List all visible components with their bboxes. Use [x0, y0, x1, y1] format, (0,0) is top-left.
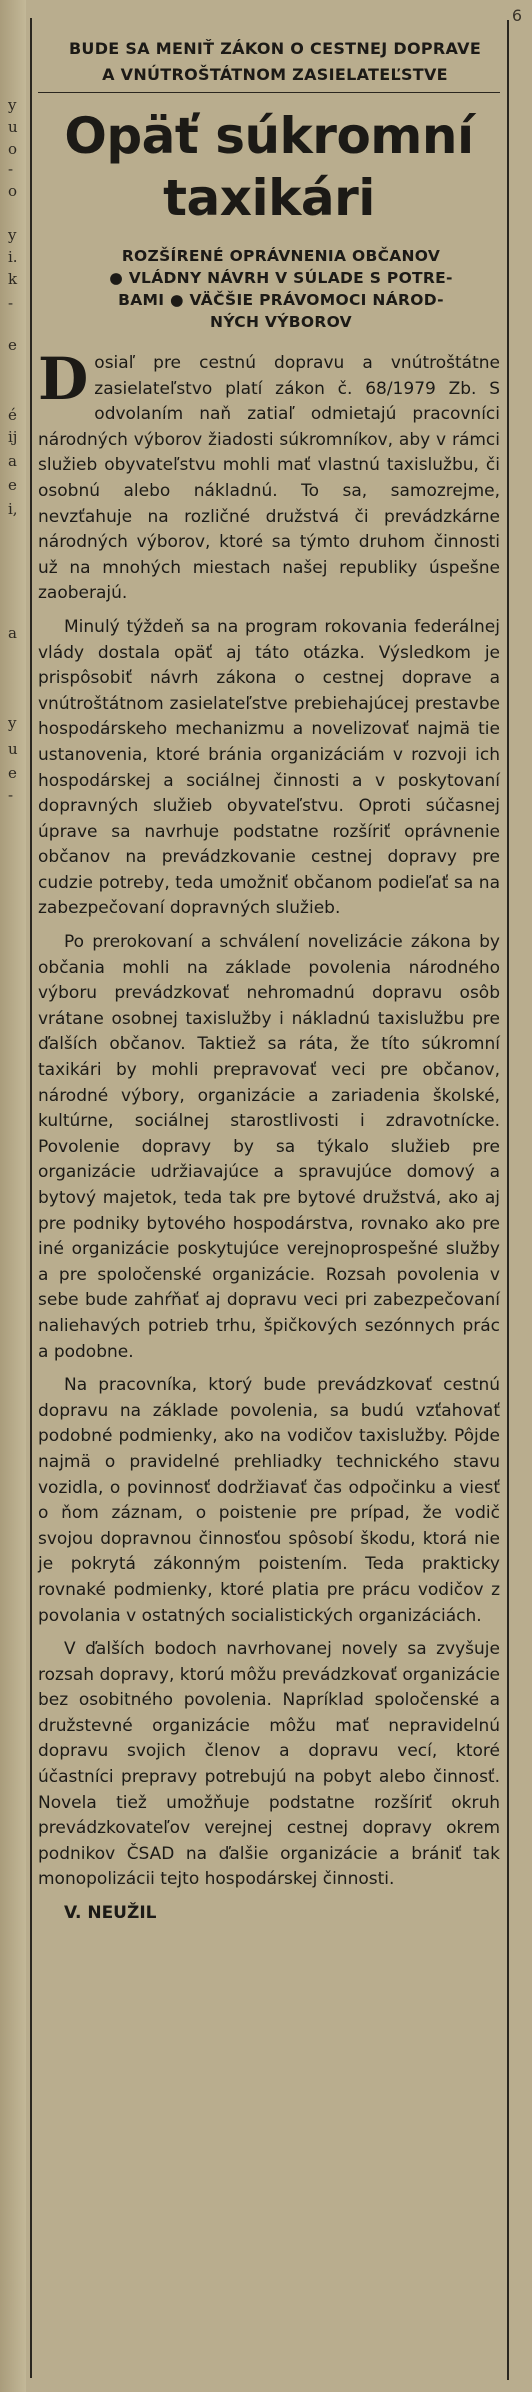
margin-letter: u — [8, 118, 18, 136]
paragraph-4: Na pracovníka, ktorý bude prevádzkovať cestnú dopravu na základe povolenia, sa budú vzťahovať podobné podmienky, ako na vodičov taxislužby. Pôjde najmä o pravidelné prehliadky technického stavu vozidla, o povinnosť dodržiavať čas odpočinku a viesť o ňom záznam, o poistenie pre prípad, že vodič svojou dopravnou činnosťou spôsobí škodu, ktorá nie je pokrytá zákonným poistením. Teda prakticky rovnaké podmienky, ktoré platia pre prácu vodičov z povolania v ostatných socialistických organizáciách. — [38, 1375, 500, 1626]
byline: V. NEUŽIL — [64, 1903, 157, 1924]
deck-line-2: ● VLÁDNY NÁVRH V SÚLADE S POTRE- — [109, 269, 453, 287]
article-body — [38, 345, 500, 1927]
paragraph-2: Minulý týždeň sa na program rokovania federálnej vlády dostala opäť aj táto otázka. Výsledkom je prispôsobiť návrh zákona o cestnej doprave a vnútroštátnom zasielateľstve prebiehajúcej prestavbe hospodárskeho mechanizmu a novelizovať najmä tie ustanovenia, ktoré bránia organizáciám v rozvoji ich hospodárskej a sociálnej činnosti a v poskytovaní dopravných služieb obyvateľstvu. Oproti súčasnej úprave sa navrhuje podstatne rozšíriť oprávnenie občanov na prevádzkovanie cestnej dopravy pre cudzie potreby, teda umožniť občanom podieľať sa na zabezpečovaní dopravných služieb. — [38, 616, 500, 919]
margin-letter: a — [8, 452, 17, 470]
headline-line-1: Opäť súkromní — [64, 107, 474, 165]
margin-letter: o — [8, 140, 18, 158]
deck-line-3: BAMI ● VÄČŠIE PRÁVOMOCI NÁROD- — [118, 291, 444, 309]
page-corner-mark: 6 — [511, 6, 522, 25]
headline — [38, 105, 500, 229]
margin-letter: - — [8, 294, 14, 312]
margin-letter: y — [8, 226, 17, 244]
margin-letter: a — [8, 624, 17, 642]
deck-line-4: NÝCH VÝBOROV — [210, 313, 352, 331]
adjacent-column-fragment — [0, 0, 26, 2392]
margin-letter: y — [8, 714, 17, 732]
margin-letter: e — [8, 476, 17, 494]
kicker-divider — [38, 92, 500, 93]
margin-letter: e — [8, 336, 17, 354]
deck — [62, 245, 500, 333]
margin-letter: ij — [8, 428, 18, 446]
paragraph-3: Po prerokovaní a schválení novelizácie zákona by občania mohli na základe povolenia národného výboru prevádzkovať nehromadnú dopravu osôb vrátane osobnej taxislužby i nákladnú taxislužbu pre ďalších občanov. Taktiež sa ráta, že títo súkromní taxikári by mohli prepravovať veci pre občanov, národné výbory, organizácie a zariadenia školské, kultúrne, sociálnej starostlivosti i zdravotnícke. Povolenie dopravy by sa týkalo služieb pre organizácie udržiavajúce a spravujúce domový a bytový majetok, teda tak pre bytové družstvá, ako aj pre podniky bytového hospodárstva, rovnako ako pre iné organizácie poskytujúce verejnoprospešné služby a pre spoločenské organizácie. Rozsah povolenia v sebe bude zahŕňať aj dopravu veci pri zabezpečovaní naliehavých potrieb trhu, špičkových sezónnych prác a podobne. — [38, 932, 500, 1362]
margin-letter: i, — [8, 500, 18, 518]
column-rule-right — [507, 20, 509, 2380]
article — [38, 36, 500, 1935]
drop-cap: D — [38, 345, 89, 413]
margin-letter: i. — [8, 248, 18, 266]
margin-letter: u — [8, 740, 18, 758]
margin-letter: é — [8, 406, 17, 424]
margin-letter: e — [8, 764, 17, 782]
kicker-line-2: A VNÚTROŠTÁTNOM ZASIELATEĽSTVE — [102, 65, 448, 84]
paragraph-5: V ďalších bodoch navrhovanej novely sa zvyšuje rozsah dopravy, ktorú môžu prevádzkovať organizácie bez osobitného povolenia. Napríklad spoločenské a družstevné organizácie môžu mať nepravidelnú dopravu svojich členov a dopravu vecí, ktoré účastníci prepravy potrebujú na pobyt alebo činnosť. Novela tiež umožňuje podstatne rozšíriť okruh prevádzkovateľov verejnej cestnej dopravy okrem podnikov ČSAD na ďalšie organizácie a brániť tak monopolizácii tejto hospodárskej činnosti. — [38, 1639, 500, 1890]
paragraph-1 — [38, 345, 500, 607]
kicker-line-1: BUDE SA MENIŤ ZÁKON O CESTNEJ DOPRAVE — [68, 39, 482, 58]
margin-letter: y — [8, 96, 17, 114]
margin-letter: - — [8, 786, 14, 804]
margin-letter: - — [8, 160, 14, 178]
headline-line-2: taxikári — [163, 169, 375, 227]
margin-letter: k — [8, 270, 18, 288]
margin-letter: o — [8, 182, 18, 200]
deck-line-1: ROZŠÍRENÉ OPRÁVNENIA OBČANOV — [121, 247, 441, 265]
paragraph-1-text: osiaľ pre cestnú dopravu a vnútroštátne zasielateľstvo platí zákon č. 68/1979 Zb. S odvolaním naň zatiaľ odmietajú pracovníci národných výborov žiadosti súkromníkov, aby v rámci služieb obyvateľstvu mohli mať vlastnú taxislužbu, či osobnú alebo nákladnú. To sa, samozrejme, nevzťahuje na rozličné družstvá či prevádzkárne národných výborov, ktoré sa týmto druhom činnosti už na mnohých miestach našej republiky úspešne zaoberajú. — [38, 353, 500, 604]
column-rule-left — [30, 18, 32, 2378]
